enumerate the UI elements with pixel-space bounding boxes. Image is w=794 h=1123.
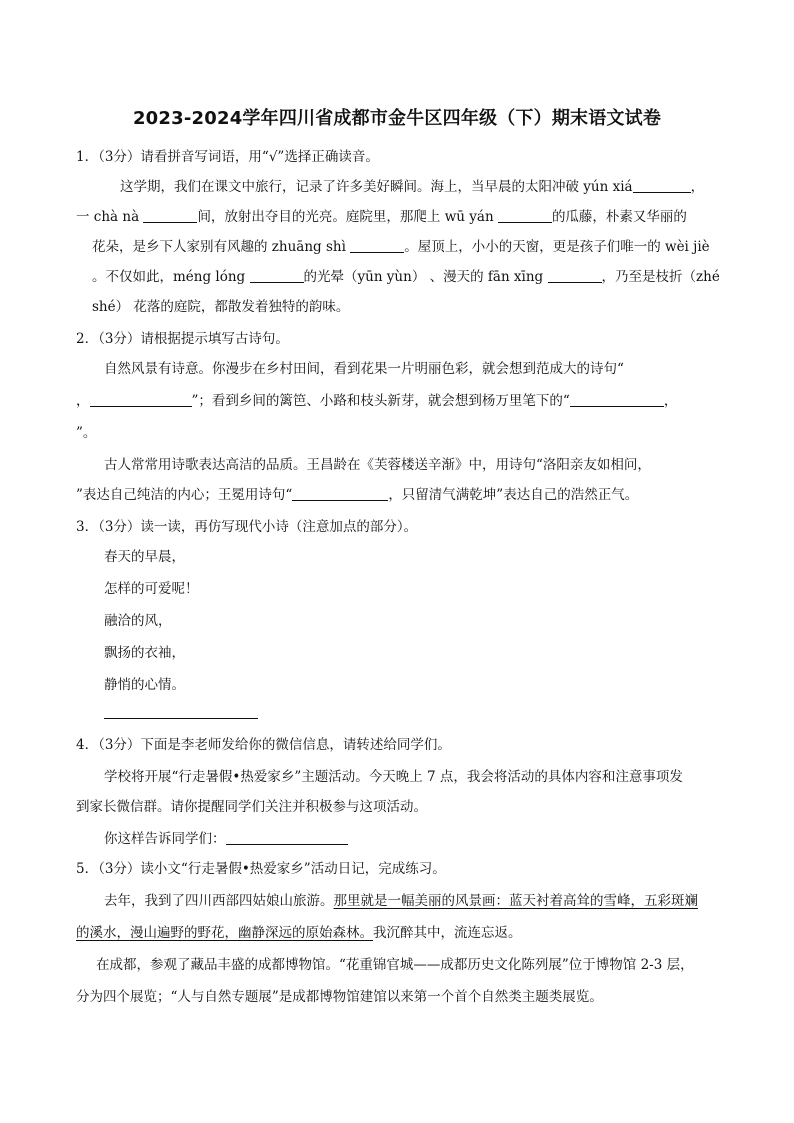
q1-text: 。屋顶上，小小的天窗，更是孩子们唯一的 wèi jiè <box>404 239 710 255</box>
poem-line: 春天的早晨， <box>104 549 185 565</box>
q1-line-5: shé） 花落的庭院，都散发着独特的韵味。 <box>92 299 350 315</box>
answer-blank[interactable] <box>548 268 602 283</box>
q2-text: ， <box>663 393 678 409</box>
q5-line-1 <box>104 892 698 910</box>
answer-blank[interactable] <box>350 238 404 253</box>
q2-header: 2．（3分）请根据提示填写古诗句。 <box>76 331 289 347</box>
q1-text: 。不仅如此，méng lóng <box>92 269 246 285</box>
exam-title: 2023-2024学年四川省成都市金牛区四年级（下）期末语文试卷 <box>132 108 662 129</box>
q1-header: 1．（3分）请看拼音写词语，用“√”选择正确读音。 <box>76 149 379 165</box>
q1-text: ，乃至是枝折（zhé <box>601 269 720 285</box>
q2-line-5 <box>76 486 638 504</box>
q1-text: ， <box>690 179 705 195</box>
answer-blank[interactable] <box>570 392 664 407</box>
q5-line-3: 在成都，参观了藏品丰盛的成都博物馆。“花重锦官城——成都历史文化陈列展”位于博物馆 2-3 层， <box>96 957 694 973</box>
q3-header: 3．（3分）读一读，再仿写现代小诗（注意加点的部分）。 <box>76 519 418 535</box>
q2-line-2 <box>76 392 677 410</box>
q1-text: 的瓜藤，朴素又华丽的 <box>551 209 687 225</box>
q1-line-4 <box>92 268 720 286</box>
underlined-text: 那里就是一幅美丽的风景画：蓝天衬着高耸的雪峰，五彩斑斓 <box>333 893 698 909</box>
q2-line-3: ”。 <box>76 425 97 441</box>
q5-header: 5．（3分）读小文“行走暑假•热爱家乡”活动日记，完成练习。 <box>76 861 446 877</box>
q2-text: ， <box>76 393 90 409</box>
q2-line-4: 古人常常用诗歌表达高洁的品质。王昌龄在《芙蓉楼送辛渐》中，用诗句“洛阳亲友如相问， <box>104 457 651 473</box>
q4-text: 你这样告诉同学们： <box>104 831 226 847</box>
poem-line: 融洽的风， <box>104 613 172 629</box>
q1-text: 一 chà nà <box>76 209 140 225</box>
q1-text: 这学期，我们在课文中旅行，记录了许多美好瞬间。海上，当早晨的太阳冲破 yún xiá <box>120 179 633 195</box>
q1-line-2 <box>76 208 687 226</box>
q1-text: 的光晕（yūn yùn） 、漫天的 fān xīng <box>303 269 544 285</box>
q4-line-2: 到家长微信群。请你提醒同学们关注并积极参与这项活动。 <box>76 799 427 815</box>
q4-line-3 <box>104 830 348 848</box>
answer-blank[interactable] <box>498 208 552 223</box>
q5-line-2 <box>76 924 522 942</box>
q5-line-4: 分为四个展览；“人与自然专题展”是成都博物馆建馆以来第一个首个自然类主题类展览。 <box>76 989 603 1005</box>
q1-line-3 <box>92 238 710 256</box>
q2-text: ”表达自己纯洁的内心；王冕用诗句“ <box>76 487 293 503</box>
q2-text: ”；看到乡间的篱笆、小路和枝头新芽，就会想到杨万里笔下的“ <box>191 393 570 409</box>
underlined-text: 的溪水，漫山遍野的野花，幽静深远的原始森林。 <box>76 925 373 941</box>
q1-text: 花朵，是乡下人家别有风趣的 zhuāng shì <box>92 239 346 255</box>
answer-blank[interactable] <box>292 486 388 501</box>
q2-line-1: 自然风景有诗意。你漫步在乡村田间，看到花果一片明丽色彩，就会想到范成大的诗句“ <box>104 361 624 377</box>
poem-line: 静悄的心情。 <box>104 677 185 693</box>
answer-line[interactable] <box>104 718 258 719</box>
poem-line: 飘扬的衣袖， <box>104 645 185 661</box>
q1-line-1 <box>120 178 704 196</box>
q2-text: ，只留清气满乾坤”表达自己的浩然正气。 <box>388 487 639 503</box>
answer-blank[interactable] <box>250 268 304 283</box>
q4-line-1: 学校将开展“行走暑假•热爱家乡”主题活动。今天晚上 7 点，我会将活动的具体内容和注意事项发 <box>104 769 683 785</box>
answer-blank[interactable] <box>226 830 348 845</box>
q1-text: 间，放射出夺目的光亮。庭院里，那爬上 wū yán <box>197 209 494 225</box>
answer-blank[interactable] <box>633 178 691 193</box>
q4-header: 4．（3分）下面是李老师发给你的微信信息，请转述给同学们。 <box>76 737 451 753</box>
answer-blank[interactable] <box>90 392 192 407</box>
answer-blank[interactable] <box>143 208 197 223</box>
q5-text: 我沉醉其中，流连忘返。 <box>373 925 522 941</box>
poem-line: 怎样的可爱呢！ <box>104 581 199 597</box>
q5-text: 去年，我到了四川西部四姑娘山旅游。 <box>104 893 334 909</box>
